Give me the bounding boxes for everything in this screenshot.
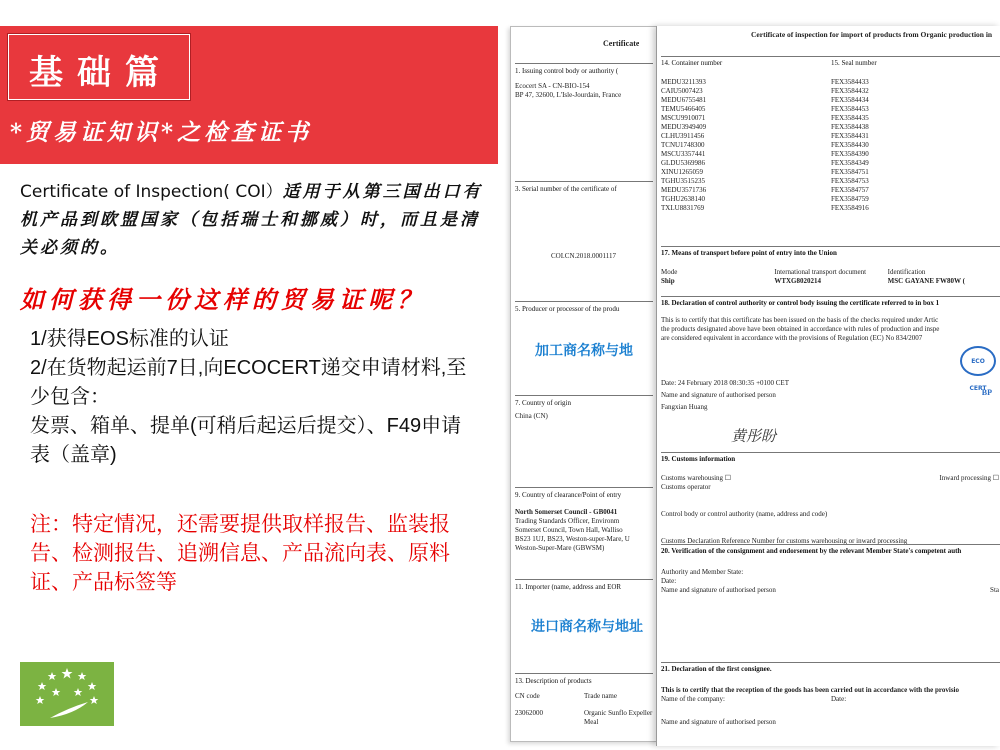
box-9-country-of-clearance <box>515 487 653 579</box>
box-value: Ecocert SA - CN-BIO-154 <box>515 82 590 90</box>
mode-label: Mode <box>661 268 678 276</box>
container-number: XINU1265059 <box>661 168 703 176</box>
container-number: CAIU5007423 <box>661 87 703 95</box>
consignee-text: This is to certify that the reception of the goods has been carried out in accordance with the provisio <box>661 686 959 694</box>
seal-number: FEX3584916 <box>831 204 869 212</box>
certificate-front-page <box>656 26 1000 746</box>
seal-number: FEX3584753 <box>831 177 869 185</box>
box-label: 19. Customs information <box>661 455 736 463</box>
box-label: 18. Declaration of control authority or control body issuing the certificate referred to in box 1 <box>661 299 940 307</box>
certificate-back-page <box>510 26 658 742</box>
identification-label: Identification <box>887 268 926 276</box>
box-label: 15. Seal number <box>831 59 877 67</box>
title-banner <box>0 26 498 164</box>
container-number: MSCU9910071 <box>661 114 706 122</box>
customs-operator-label: Customs operator <box>661 483 711 491</box>
declaration-text: This is to certify that this certificate has been issued on the basis of the checks required under Artic <box>661 316 939 324</box>
eu-organic-leaf-icon <box>20 662 114 726</box>
bp-mark: BP <box>981 388 992 397</box>
container-number: TEMU5466405 <box>661 105 706 113</box>
box-value: North Somerset Council - GB0041 <box>515 508 618 516</box>
signature-label: Name and signature of authorised person <box>661 391 776 399</box>
container-number: MEDU3211393 <box>661 78 706 86</box>
control-body-label: Control body or control authority (name, address and code) <box>661 510 828 518</box>
authority-label: Authority and Member State: <box>661 568 744 576</box>
page-title: 基础篇 <box>29 53 173 93</box>
seal-number: FEX3584433 <box>831 78 869 86</box>
seal-number: FEX3584751 <box>831 168 869 176</box>
container-number: MEDU6755481 <box>661 96 707 104</box>
box-value: Weston-Super-Mare (GBWSM) <box>515 544 605 552</box>
box-20-verification <box>661 544 1000 662</box>
seal-number: FEX3584390 <box>831 150 869 158</box>
transport-doc-label: International transport document <box>774 268 867 276</box>
title-box <box>8 34 190 100</box>
customs-reference-label: Customs Declaration Reference Number for customs warehousing or inward processing <box>661 537 908 545</box>
box-value: Trading Standards Officer, Environm <box>515 517 620 525</box>
seal-number: FEX3584434 <box>831 96 869 104</box>
seal-number: FEX3584435 <box>831 114 869 122</box>
box-3-serial-number <box>515 181 653 301</box>
trade-name-value: Organic Sunflo Expeller Meal <box>584 709 653 726</box>
box-11-importer <box>515 579 653 673</box>
box-label: 13. Description of products <box>515 677 592 685</box>
box-label: 1. Issuing control body or authority ( <box>515 67 619 75</box>
stamp-label: Sta <box>990 586 999 594</box>
inward-processing-checkbox: Inward processing ☐ <box>939 474 999 482</box>
producer-placeholder: 加工商名称与地 <box>535 343 633 359</box>
date-label: Date: <box>831 695 847 703</box>
box-1-issuing-body <box>515 63 653 181</box>
date-label: Date: <box>661 577 677 585</box>
declaration-date: Date: 24 February 2018 08:30:35 +0100 CET <box>661 379 789 387</box>
box-label: 3. Serial number of the certificate of <box>515 185 617 193</box>
ecocert-stamp-icon <box>960 346 996 392</box>
steps-list <box>30 325 480 470</box>
box-label: 5. Producer or processor of the produ <box>515 305 620 313</box>
seal-number: FEX3584432 <box>831 87 869 95</box>
step-item: 2/在货物起运前7日,向ECOCERT递交申请材料,至少包含： <box>30 357 467 408</box>
box-label: 20. Verification of the consignment and endorsement by the relevant Member State's competent auth <box>661 547 962 555</box>
box-label: 21. Declaration of the first consignee. <box>661 665 772 673</box>
origin-value: China (CN) <box>515 412 548 420</box>
container-number: TGHU2638140 <box>661 195 705 203</box>
seal-number: FEX3584438 <box>831 123 869 131</box>
company-label: Name of the company: <box>661 695 725 703</box>
container-number: TGHU3515235 <box>661 177 705 185</box>
stamp-text: ECO CERT <box>969 358 987 392</box>
box-14-15-containers <box>661 56 1000 272</box>
box-7-country-of-origin <box>515 395 653 487</box>
container-number: GLDU5369986 <box>661 159 705 167</box>
seal-number-list <box>831 78 1000 213</box>
cn-code-value: 23062000 <box>515 709 543 717</box>
seal-number: FEX3584349 <box>831 159 869 167</box>
box-13-description <box>515 673 653 739</box>
authorised-person: Fangxian Huang <box>661 403 708 411</box>
intro-chinese: 适用于从第三国出口有机产品到欧盟国家（包括瑞士和挪威）时，而且是清关必须的。 <box>20 182 483 258</box>
box-value: BS23 1UJ, BS23, Weston-super-Mare, U <box>515 535 630 543</box>
container-number: MEDU3949409 <box>661 123 707 131</box>
transport-doc-value: WTXG8020214 <box>774 277 821 285</box>
box-label: 14. Container number <box>661 59 723 67</box>
step-item: 发票、箱单、提单(可稍后起运后提交）、F49申请表（盖章) <box>30 415 462 466</box>
serial-number: COI.CN.2018.0001117 <box>551 252 617 260</box>
box-label: 17. Means of transport before point of entry into the Union <box>661 249 837 257</box>
customs-warehousing-checkbox: Customs warehousing ☐ <box>661 474 732 482</box>
importer-placeholder: 进口商名称与地址 <box>531 619 643 635</box>
container-number: TXLU8831769 <box>661 204 705 212</box>
handwritten-signature: 黄彤盼 <box>731 427 777 445</box>
box-18-declaration <box>661 296 1000 452</box>
container-number-list <box>661 78 831 213</box>
step-item: 1/获得EOS标准的认证 <box>30 328 229 350</box>
container-number: MEDU3571736 <box>661 186 707 194</box>
container-number: MSCU3357441 <box>661 150 706 158</box>
box-value: Somerset Council, Town Hall, Walliso <box>515 526 623 534</box>
declaration-text: are considered equivalent in accordance with the provisions of Regulation (EC) No 834/2007 <box>661 334 923 342</box>
box-label: 9. Country of clearance/Point of entry <box>515 491 622 499</box>
declaration-text: the products designated above have been obtained in accordance with rules of production and inspe <box>661 325 940 333</box>
certificate-header: Certificate <box>603 39 640 48</box>
identification-value: MSC GAYANE FW80W ( <box>887 277 965 285</box>
box-5-producer <box>515 301 653 395</box>
seal-number: FEX3584453 <box>831 105 869 113</box>
seal-number: FEX3584757 <box>831 186 869 194</box>
seal-number: FEX3584759 <box>831 195 869 203</box>
box-value: BP 47, 32600, L'Isle-Jourdain, France <box>515 91 622 99</box>
box-label: 11. Importer (name, address and EOR <box>515 583 622 591</box>
mode-value: Ship <box>661 277 675 285</box>
certificate-front-header: Certificate of inspection for import of products from Organic production in <box>751 30 993 39</box>
seal-number: FEX3584431 <box>831 132 869 140</box>
question-heading: 如何获得一份这样的贸易证呢？ <box>20 285 426 314</box>
box-17-transport <box>661 246 1000 296</box>
seal-number: FEX3584430 <box>831 141 869 149</box>
note-text: 注：特定情况，还需要提供取样报告、监装报告、检测报告、追溯信息、产品流向表、原料证、产品标签等 <box>30 513 450 594</box>
container-number: TCNU1748300 <box>661 141 705 149</box>
cn-code-label: CN code <box>515 692 540 700</box>
box-21-first-consignee <box>661 662 1000 746</box>
signature-label: Name and signature of authorised person <box>661 718 776 726</box>
page-subtitle: *贸易证知识*之检查证书 <box>10 119 313 146</box>
trade-name-label: Trade name <box>584 692 617 700</box>
box-label: 7. Country of origin <box>515 399 571 407</box>
intro-english: Certificate of Inspection( COI） <box>20 182 283 202</box>
signature-label: Name and signature of authorised person <box>661 586 776 594</box>
container-number: CLHU3911456 <box>661 132 705 140</box>
intro-paragraph <box>20 178 492 262</box>
